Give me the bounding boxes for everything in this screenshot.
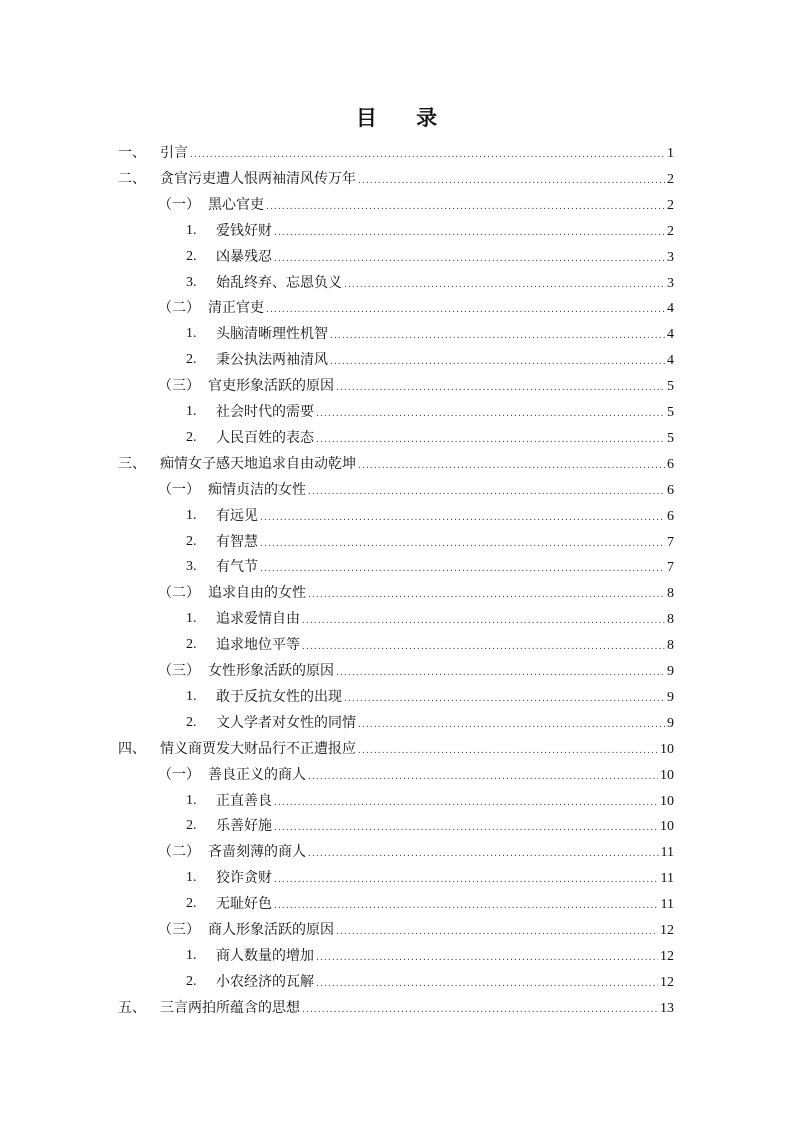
toc-entry-page-number: 7 — [667, 534, 674, 550]
dot-leader — [344, 272, 665, 298]
toc-entry-label: 始乱终弃、忘恩负义 — [216, 274, 342, 291]
toc-entry-page-number: 4 — [667, 327, 674, 343]
toc-entry-number: （三） — [158, 922, 200, 938]
toc-entry-line — [216, 347, 674, 375]
toc-entry[interactable] — [0, 762, 793, 788]
toc-entry[interactable] — [0, 736, 793, 762]
toc-entry[interactable] — [0, 658, 793, 684]
toc-entry-page-number: 9 — [667, 715, 674, 731]
toc-entry[interactable] — [0, 425, 793, 451]
toc-entry-label: 三言两拍所蕴含的思想 — [160, 999, 300, 1016]
toc-entry-page-number: 8 — [667, 638, 674, 654]
dot-leader — [316, 401, 665, 427]
dot-leader — [308, 764, 658, 790]
toc-entry-number: （一） — [158, 766, 200, 783]
toc-entry-number: （二） — [158, 844, 200, 861]
dot-leader — [344, 686, 665, 712]
toc-entry[interactable] — [0, 917, 793, 943]
toc-entry-line — [216, 969, 674, 997]
toc-entry-line — [216, 684, 674, 712]
toc-entry-line — [160, 140, 674, 168]
toc-entry-line — [216, 554, 674, 582]
toc-entry-page-number: 12 — [660, 923, 674, 938]
toc-entry-line — [208, 373, 674, 401]
dot-leader — [308, 582, 665, 608]
toc-entry[interactable] — [0, 943, 793, 969]
toc-entry-line — [208, 295, 674, 323]
toc-entry-page-number: 9 — [667, 689, 674, 705]
toc-entry-page-number: 5 — [667, 379, 674, 395]
toc-entry-number: 五、 — [118, 999, 146, 1016]
toc-entry[interactable] — [0, 632, 793, 658]
toc-entry-label: 追求爱情自由 — [216, 611, 300, 628]
dot-leader — [316, 427, 665, 453]
dot-leader — [336, 660, 665, 686]
toc-entry[interactable] — [0, 606, 793, 632]
dot-leader — [266, 297, 665, 323]
dot-leader — [274, 815, 658, 841]
toc-entry-page-number: 4 — [667, 301, 674, 317]
toc-entry[interactable] — [0, 347, 793, 373]
toc-entry[interactable] — [0, 166, 793, 192]
dot-leader — [260, 556, 665, 582]
toc-entry-label: 凶暴残忍 — [216, 248, 272, 265]
toc-entry-label: 商人数量的增加 — [216, 947, 314, 964]
toc-entry-page-number: 8 — [667, 586, 674, 602]
toc-entry-line — [216, 321, 674, 349]
dot-leader — [260, 531, 665, 557]
toc-entry-line — [160, 995, 674, 1023]
toc-entry[interactable] — [0, 244, 793, 270]
toc-entry-page-number: 10 — [660, 819, 674, 835]
dot-leader — [308, 479, 665, 505]
toc-entry[interactable] — [0, 270, 793, 296]
toc-entry-label: 有气节 — [216, 559, 258, 576]
toc-entry-number: 1. — [186, 326, 197, 342]
dot-leader — [302, 997, 658, 1023]
toc-entry-line — [216, 218, 674, 246]
toc-entry-number: 2. — [186, 248, 197, 264]
toc-entry-label: 善良正义的商人 — [208, 766, 306, 783]
toc-entry-line — [216, 244, 674, 272]
toc-entry-number: 2. — [186, 973, 197, 989]
toc-entry-label: 情义商贾发大财品行不正遭报应 — [160, 740, 356, 757]
toc-entry-page-number: 7 — [667, 560, 674, 576]
toc-entry-page-number: 3 — [667, 275, 674, 291]
toc-entry[interactable] — [0, 451, 793, 477]
toc-entry-label: 吝啬刻薄的商人 — [208, 844, 306, 861]
toc-entry-line — [216, 399, 674, 427]
toc-entry-line — [216, 632, 674, 660]
toc-entry-label: 引言 — [160, 145, 188, 161]
toc-entry-number: （三） — [158, 378, 200, 395]
toc-entry-line — [208, 477, 674, 505]
dot-leader — [274, 790, 658, 816]
toc-entry-line — [216, 270, 674, 298]
toc-entry[interactable] — [0, 192, 793, 218]
toc-entry-number: 2. — [186, 714, 197, 730]
dot-leader — [336, 919, 658, 945]
toc-entry-label: 人民百姓的表态 — [216, 429, 314, 446]
toc-entry-label: 贪官污吏遭人恨两袖清风传万年 — [160, 170, 356, 187]
toc-entry-label: 痴情贞洁的女性 — [208, 481, 306, 498]
toc-entry-label: 社会时代的需要 — [216, 404, 314, 420]
toc-entry[interactable] — [0, 554, 793, 580]
toc-entry-label: 追求地位平等 — [216, 637, 300, 654]
dot-leader — [358, 453, 665, 479]
toc-entry-page-number: 6 — [667, 482, 674, 498]
toc-entry-line — [216, 865, 674, 893]
toc-entry-page-number: 12 — [660, 974, 674, 990]
toc-entry-page-number: 10 — [660, 793, 674, 809]
toc-entry-page-number: 10 — [660, 741, 674, 757]
toc-entry[interactable] — [0, 399, 793, 425]
toc-entry-page-number: 2 — [667, 197, 674, 213]
toc-entry-number: 2. — [186, 637, 197, 653]
toc-entry-label: 女性形象活跃的原因 — [208, 663, 334, 679]
toc-entry[interactable] — [0, 218, 793, 244]
toc-entry-line — [216, 606, 674, 634]
toc-entry-page-number: 5 — [667, 405, 674, 420]
toc-entry-label: 头脑清晰理性机智 — [216, 326, 328, 343]
toc-entry-line — [208, 192, 674, 220]
toc-entry-number: （三） — [158, 663, 200, 679]
toc-entry[interactable] — [0, 865, 793, 891]
toc-entry-line — [208, 762, 674, 790]
toc-entry-label: 敢于反抗女性的出现 — [216, 688, 342, 705]
toc-entry[interactable] — [0, 503, 793, 529]
toc-entry-page-number: 4 — [667, 353, 674, 369]
toc-entry-page-number: 3 — [667, 249, 674, 265]
dot-leader — [274, 893, 659, 919]
toc-entry-number: 3. — [186, 274, 197, 290]
dot-leader — [266, 194, 665, 220]
toc-entry-line — [208, 917, 674, 945]
dot-leader — [330, 323, 665, 349]
toc-entry[interactable] — [0, 373, 793, 399]
toc-entry-label: 秉公执法两袖清风 — [216, 352, 328, 369]
dot-leader — [302, 608, 665, 634]
toc-entry-page-number: 11 — [660, 897, 674, 913]
toc-entry-line — [216, 891, 674, 919]
toc-entry-page-number: 2 — [667, 171, 674, 187]
toc-entry-line — [216, 788, 674, 816]
toc-entry-page-number: 10 — [660, 767, 674, 783]
toc-entry-label: 无耻好色 — [216, 896, 272, 913]
toc-entry-page-number: 6 — [667, 456, 674, 472]
toc-entry-line — [216, 529, 674, 557]
dot-leader — [336, 375, 665, 401]
toc-entry-label: 有智慧 — [216, 533, 258, 550]
toc-entry-label: 痴情女子感天地追求自由动乾坤 — [160, 455, 356, 472]
toc-entry-label: 正直善良 — [216, 792, 272, 809]
toc-entry[interactable] — [0, 969, 793, 995]
toc-entry[interactable] — [0, 839, 793, 865]
toc-entry-number: 二、 — [118, 170, 146, 187]
toc-entry[interactable] — [0, 321, 793, 347]
toc-entry-number: 1. — [186, 611, 197, 627]
dot-leader — [274, 867, 659, 893]
toc-entry-page-number: 8 — [667, 612, 674, 628]
dot-leader — [358, 712, 665, 738]
toc-entry-line — [208, 658, 674, 686]
toc-entry-number: 1. — [186, 947, 197, 963]
toc-entry-number: 2. — [186, 352, 197, 368]
toc-entry-number: （一） — [158, 481, 200, 498]
toc-entry-number: 2. — [186, 533, 197, 549]
dot-leader — [330, 349, 665, 375]
toc-entry-line — [160, 451, 674, 479]
toc-entry-label: 小农经济的瓦解 — [216, 973, 314, 990]
dot-leader — [316, 945, 658, 971]
toc-entry[interactable] — [0, 140, 793, 166]
toc-entry-label: 官吏形象活跃的原因 — [208, 378, 334, 395]
toc-entry[interactable] — [0, 813, 793, 839]
toc-entry-line — [160, 166, 674, 194]
toc-entry[interactable] — [0, 684, 793, 710]
toc-entry-number: 3. — [186, 559, 197, 575]
toc-entry[interactable] — [0, 529, 793, 555]
toc-entry-page-number: 11 — [660, 871, 674, 887]
toc-entry-number: 1. — [186, 404, 197, 419]
toc-entry-number: 1. — [186, 688, 197, 704]
dot-leader — [316, 971, 658, 997]
toc-entry-page-number: 11 — [660, 845, 674, 861]
toc-entry-number: （二） — [158, 300, 200, 317]
toc-entry[interactable] — [0, 891, 793, 917]
toc-entry-number: 1. — [186, 507, 197, 523]
toc-entry-label: 黑心官吏 — [208, 196, 264, 213]
toc-entry[interactable] — [0, 580, 793, 606]
toc-entry-line — [216, 813, 674, 841]
dot-leader — [308, 841, 659, 867]
dot-leader — [274, 220, 665, 246]
toc-entry-line — [216, 425, 674, 453]
toc-entry-number: 1. — [186, 222, 197, 238]
toc-entry-number: 2. — [186, 818, 197, 834]
toc-entry[interactable] — [0, 995, 793, 1021]
toc-entry-number: 一、 — [118, 145, 146, 161]
dot-leader — [358, 738, 658, 764]
toc-entry[interactable] — [0, 477, 793, 503]
dot-leader — [260, 505, 665, 531]
toc-entry-number: 1. — [186, 870, 197, 886]
toc-entry-number: 1. — [186, 792, 197, 808]
toc-entry-page-number: 1 — [667, 146, 674, 161]
toc-entry-number: 三、 — [118, 455, 146, 472]
toc-entry-label: 追求自由的女性 — [208, 585, 306, 602]
toc-entry-page-number: 5 — [667, 430, 674, 446]
dot-leader — [358, 168, 665, 194]
page-title: 目 录 — [355, 105, 454, 130]
toc-entry-page-number: 6 — [667, 508, 674, 524]
toc-entry-page-number: 9 — [667, 664, 674, 679]
toc-entry-line — [208, 580, 674, 608]
toc-entry-label: 狡诈贪财 — [216, 870, 272, 887]
toc-entry-number: 四、 — [118, 740, 146, 757]
toc-entry[interactable] — [0, 710, 793, 736]
toc-entry-label: 有远见 — [216, 507, 258, 524]
toc-entry-line — [208, 839, 674, 867]
toc-entry-line — [160, 736, 674, 764]
dot-leader — [302, 634, 665, 660]
toc-entry-label: 商人形象活跃的原因 — [208, 922, 334, 938]
dot-leader — [274, 246, 665, 272]
toc-entry-line — [216, 503, 674, 531]
toc-entry-line — [216, 943, 674, 971]
toc-entry-line — [216, 710, 674, 738]
toc-entry[interactable] — [0, 788, 793, 814]
toc-entry-number: 2. — [186, 429, 197, 445]
toc-entry-number: （二） — [158, 585, 200, 602]
toc-entry-label: 文人学者对女性的同情 — [216, 714, 356, 731]
toc-entry-page-number: 13 — [660, 1000, 674, 1016]
toc-entry[interactable] — [0, 295, 793, 321]
toc-entry-number: （一） — [158, 196, 200, 213]
toc-entry-number: 2. — [186, 896, 197, 912]
toc-entry-label: 乐善好施 — [216, 818, 272, 835]
dot-leader — [190, 142, 665, 168]
toc-entry-label: 清正官吏 — [208, 300, 264, 317]
toc-entry-page-number: 12 — [660, 948, 674, 964]
toc-entry-label: 爱钱好财 — [216, 222, 272, 239]
toc-entry-page-number: 2 — [667, 223, 674, 239]
